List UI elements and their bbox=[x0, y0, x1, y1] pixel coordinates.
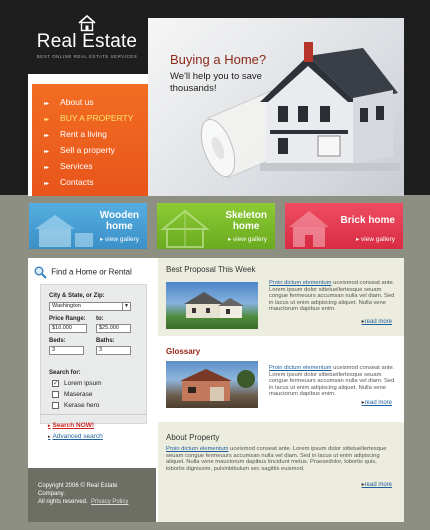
proposal-text: Proin dictum elementum uceismod conseat ante. Lorem ipsum dolor sittetuellertesque seuam congue fermeuurs accumsan nulla vel diam. Sed in lacus ut enim adipiscing aliquet. Nulla vene mauctorum dapibus enim. bbox=[269, 280, 395, 313]
nav-item-label: BUY A PROPERTY bbox=[60, 113, 134, 123]
nav-item-rent-a-living[interactable] bbox=[44, 129, 107, 139]
magnifier-icon bbox=[34, 266, 47, 279]
search-heading bbox=[34, 266, 132, 279]
search-now-link[interactable]: ▸ Search NOW! bbox=[48, 422, 95, 429]
nav-item-services[interactable] bbox=[44, 161, 93, 171]
hero-banner bbox=[148, 18, 404, 196]
brand-name: Real Estate bbox=[36, 31, 138, 52]
search-title-text: Find a Home or Rental bbox=[51, 267, 132, 277]
glossary-link[interactable]: Proin dictum elementum bbox=[269, 365, 332, 371]
option-label: Kerase hero bbox=[64, 402, 100, 409]
promo-title: Skeleton home bbox=[225, 210, 267, 232]
nav-item-label: Contacts bbox=[60, 177, 94, 187]
city-select[interactable]: Washington ▼ bbox=[49, 302, 131, 311]
double-arrow-icon: ▸▸ bbox=[44, 133, 49, 139]
nav-item-label: Services bbox=[60, 161, 93, 171]
search-for-label: Search for: bbox=[49, 370, 81, 376]
about-text: Proin dictum elementum uceismod conseat ante. Lorem ipsum dolor sittetuellertesque seuam congue fermeuurs accumsan nulla vel diam. Sed in lacus ut enim adipiscing aliquet. Nulla vene mauctorum dapibus tincidunt metus. Praesedolor, lobortis quis, lobortis dignissim, pulvinbibulum sec sagittis euismod. bbox=[166, 446, 387, 472]
section-heading-about: About Property bbox=[166, 433, 220, 442]
chevron-down-icon: ▼ bbox=[122, 303, 130, 310]
arrow-icon: ▸ bbox=[48, 423, 51, 429]
glossary-house-photo[interactable] bbox=[166, 361, 258, 408]
nav-item-label: About us bbox=[60, 97, 94, 107]
promo-brick-home[interactable] bbox=[285, 203, 403, 249]
double-arrow-icon: ▸▸ bbox=[44, 101, 49, 107]
nav-item-contacts[interactable] bbox=[44, 177, 94, 187]
section-heading-glossary: Glossary bbox=[166, 347, 201, 356]
read-more-link[interactable]: ▸ read more bbox=[362, 399, 392, 406]
price-to-input[interactable]: $25.000 bbox=[96, 324, 131, 333]
view-gallery-link[interactable]: ▸ view gallery bbox=[355, 236, 395, 243]
option-label: Maserase bbox=[64, 391, 93, 398]
baths-input[interactable]: 3 bbox=[96, 346, 131, 355]
option-checkbox[interactable] bbox=[52, 402, 59, 409]
rights-text: All rights reserved. bbox=[38, 499, 88, 505]
house-photo-image bbox=[166, 282, 258, 329]
footer bbox=[28, 468, 156, 522]
promo-skeleton-home[interactable] bbox=[157, 203, 275, 249]
option-label: Lorem ipsum bbox=[64, 380, 102, 387]
brick-house-photo-image bbox=[166, 361, 258, 408]
nav-item-label: Sell a property bbox=[60, 145, 115, 155]
price-range-label: Price Range: bbox=[49, 316, 86, 322]
nav-item-sell-a-property[interactable] bbox=[44, 145, 115, 155]
baths-label: Baths: bbox=[96, 338, 115, 344]
advanced-search-link[interactable]: ▸ Advanced search bbox=[48, 433, 103, 440]
divider bbox=[40, 414, 147, 415]
promo-title: Wooden home bbox=[99, 210, 139, 232]
hero-subtitle: We'll help you to save thousands! bbox=[170, 71, 262, 94]
promo-title: Brick home bbox=[340, 215, 395, 226]
read-more-link[interactable]: ▸ read more bbox=[362, 318, 392, 325]
house-model-image bbox=[148, 18, 404, 196]
double-arrow-icon: ▸▸ bbox=[44, 165, 49, 171]
view-gallery-link[interactable]: ▸ view gallery bbox=[227, 236, 267, 243]
proposal-link[interactable]: Proin dictum elementum bbox=[269, 280, 332, 286]
city-label: City & State, or Zip: bbox=[49, 293, 105, 299]
beds-input[interactable]: 3 bbox=[49, 346, 84, 355]
glossary-text: Proin dictum elementum uceismod conseat ante. Lorem ipsum dolor sittetuellertesque seuam congue fermeuurs accumsan nulla vel diam. Sed in lacus ut enim adipiscing aliquet. Nulla vene mauctorum dapibus enim. bbox=[269, 365, 395, 398]
house-frame-icon bbox=[157, 203, 227, 249]
option-checkbox-checked[interactable]: ✓ bbox=[53, 381, 59, 387]
double-arrow-icon: ▸▸ bbox=[44, 181, 49, 187]
proposal-house-photo[interactable] bbox=[166, 282, 258, 329]
double-arrow-icon: ▸▸ bbox=[44, 149, 49, 155]
brand-logo[interactable] bbox=[28, 14, 146, 59]
double-arrow-icon: ▸▸ bbox=[44, 117, 49, 123]
section-heading-proposal: Best Proposal This Week bbox=[166, 265, 256, 274]
brand-tagline: BEST ONLINE REAL ESTATE SERVICES bbox=[36, 54, 138, 59]
hero-title: Buying a Home? bbox=[170, 52, 267, 67]
nav-item-buy-a-property[interactable] bbox=[44, 113, 133, 123]
option-checkbox[interactable] bbox=[52, 391, 59, 398]
house-logo-icon bbox=[77, 14, 97, 32]
price-from-input[interactable]: $10.000 bbox=[49, 324, 87, 333]
nav-item-about-us[interactable] bbox=[44, 97, 94, 107]
view-gallery-link[interactable]: ▸ view gallery bbox=[99, 236, 139, 243]
beds-label: Beds: bbox=[49, 338, 66, 344]
promo-wooden-home[interactable] bbox=[29, 203, 147, 249]
about-link[interactable]: Proin dictum elementum bbox=[166, 446, 229, 452]
read-more-link[interactable]: ▸ read more bbox=[362, 481, 392, 488]
house-icon bbox=[29, 203, 99, 249]
arrow-icon: ▸ bbox=[48, 434, 51, 440]
price-to-label: to: bbox=[96, 316, 104, 322]
brick-house-icon bbox=[285, 203, 355, 249]
nav-item-label: Rent a living bbox=[60, 129, 107, 139]
copyright-text: Copyright 2006 © Real Estate Company. bbox=[38, 483, 118, 497]
privacy-policy-link[interactable]: Privacy Policy bbox=[91, 499, 129, 505]
